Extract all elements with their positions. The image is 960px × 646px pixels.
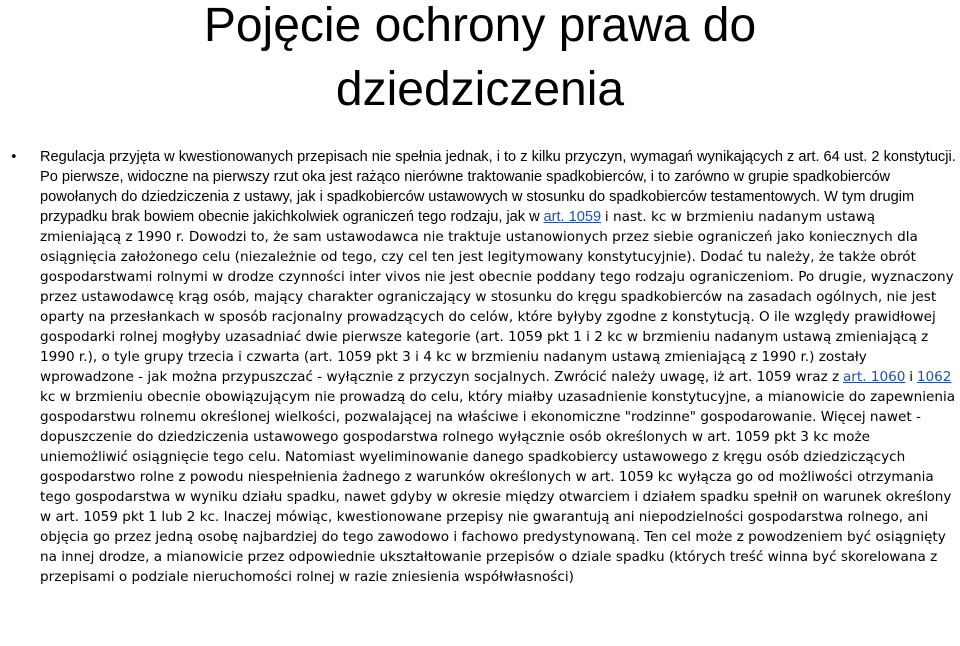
link-art-1060[interactable]: art. 1060 xyxy=(842,369,906,385)
paragraph-segment-4: i xyxy=(909,369,914,385)
link-1062[interactable]: 1062 xyxy=(916,369,952,385)
paragraph-segment-3: i nast. kc w brzmieniu nadanym ustawą zmieniającą z 1990 r. Dowodzi to, że sam ustawodawca nie traktuje ustanowionych przez siebie ograniczeń jako koniecznych dla osiągnięcia założonego celu (niezależnie od tego, czy cel ten jest legitymowany konstytucyjnie). Dodać tu należy, że także obrót gospodarstwami rolnymi w drodze czynności inter vivos nie jest obecnie poddany tego rodzaju ograniczeniom. Po drugie, wyznaczony przez ustawodawcę krąg osób, mający charakter ograniczający w stosunku do kręgu spadkobierców na zasadach ogólnych, nie jest oparty na przesłankach w sposób racjonalny prowadzących do celów, które byłyby zgodne z konstytucją. O ile względy prawidłowej gospodarki rolnej mogłyby uzasadniać dwie pierwsze kategorie (art. 1059 pkt 1 i 2 kc w brzmieniu nadanym ustawą zmieniającą z 1990 r.), o tyle grupy trzecia i czwarta (art. 1059 pkt 3 i 4 kc w brzmieniu nadanym ustawą zmieniającą z 1990 r.) zostały wprowadzone - jak można przypuszczać - wyłącznie z przyczyn socjalnych. Zwrócić należy uwagę, iż art. 1059 wraz z xyxy=(40,209,954,385)
paragraph-segment-1: Regulacja przyjęta w kwestionowanych przepisach nie spełnia jednak, i to z kilku przyczyn, wymagań wynikających z art. 64 ust. 2 konstytucji. xyxy=(40,149,956,165)
title-line-2: dziedziczenia xyxy=(335,63,625,116)
bullet-paragraph xyxy=(40,147,960,587)
slide-title xyxy=(0,0,960,122)
link-art-1059[interactable]: art. 1059 xyxy=(543,209,602,225)
paragraph-segment-5: kc w brzmieniu obecnie obowiązującym nie prowadzą do celu, który miałby uzasadnienie konstytucyjne, a mianowicie do zapewnienia gospodarstwu rolnemu określonej wielkości, pozwalającej na właściwe i ekonomiczne "rodzinne" gospodarowanie. Więcej nawet - dopuszczenie do dziedziczenia ustawowego gospodarstwa rolnego wyłącznie osób określonych w art. 1059 pkt 3 kc może uniemożliwić osiągnięcie tego celu. Natomiast wyeliminowanie danego spadkobiercy ustawowego z kręgu osób dziedziczących gospodarstwo rolne z powodu niespełnienia żadnego z warunków określonych w art. 1059 kc wyłącza go od możliwości otrzymania tego gospodarstwa w wyniku działu spadku, nawet gdyby w okresie między otwarciem i działem spadku spełnił on warunek określony w art. 1059 pkt 1 lub 2 kc. Inaczej mówiąc, kwestionowane przepisy nie gwarantują ani niepodzielności gospodarstwa rolnego, ani objęcia go przez jedną osobę najbardziej do tego zawodowo i fachowo predystynowaną. Ten cel może z powodzeniem być osiągnięty na innej drodze, a mianowicie przez odpowiednie ukształtowanie przepisów o dziale spadku (których treść winna być skorelowana z przepisami o podziale nieruchomości rolnej w razie zniesienia współwłasności) xyxy=(40,389,956,585)
paragraph-segment-2: Po pierwsze, widoczne na pierwszy rzut oka jest rażąco nierówne traktowanie spadkobierców, i to zarówno w grupie spadkobierców powołanych do dziedziczenia z ustawy, jak i spadkobierców ustawowych w stosunku do spadkobierców testamentowych. W tym drugim przypadku brak bowiem obecnie jakichkolwiek ograniczeń tego rodzaju, jak w xyxy=(40,169,915,225)
bullet-dot-icon: • xyxy=(10,150,18,165)
title-line-1: Pojęcie ochrony prawa do xyxy=(203,0,757,52)
